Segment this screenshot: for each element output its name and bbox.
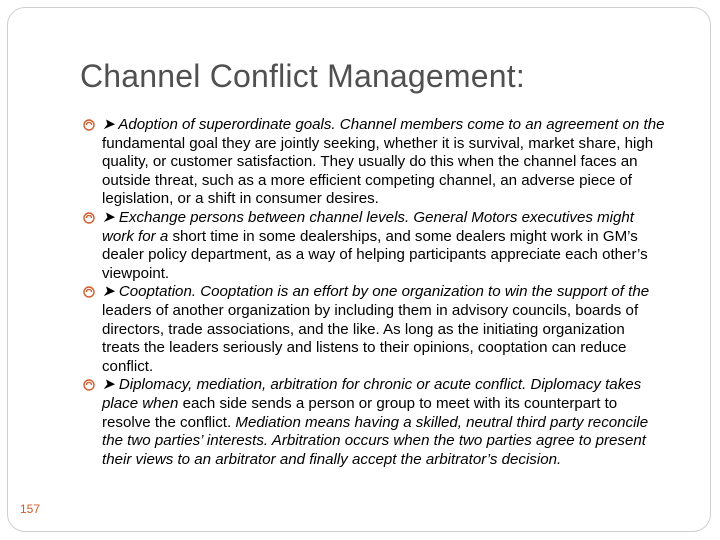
bullet-item [80, 209, 665, 283]
bullet-text: leaders of another organization by including them in advisory councils, boards of directors, trade associations, and the like. As long as the initiating organization treats the leaders seriously and listens to their opinions, cooptation can reduce conflict. [102, 301, 639, 375]
circle-bullet-icon [82, 285, 96, 299]
bullet-italic-text: ➤ Exchange persons between channel levels. General Motors executives might work for a [102, 208, 634, 245]
bullet-italic-text: ➤ Diplomacy, mediation, arbitration for chronic or acute conflict. Diplomacy takes place when [102, 376, 642, 412]
page-number: 157 [19, 502, 41, 516]
bullet-item [80, 376, 665, 469]
circle-bullet-icon [82, 378, 96, 392]
slide-title: Channel Conflict Management: [80, 58, 525, 94]
bullet-item [80, 116, 665, 209]
bullet-italic-text: ➤ Adoption of superordinate goals. Channel members come to an agreement on the [102, 116, 665, 133]
bullet-text: each side sends a person or group to meet with its counterpart to resolve the conflict. [102, 394, 618, 431]
circle-bullet-icon [82, 211, 96, 225]
bullet-text: fundamental goal they are jointly seeking, whether it is survival, market share, high quality, or customer satisfaction. They usually do this when the channel faces an outside threat, such as a more efficient competing channel, an adverse piece of legislation, or a shift in consumer desires. [102, 134, 654, 208]
bullet-item [80, 283, 665, 376]
bullet-list [80, 116, 665, 469]
bullet-italic-text-2: Mediation means having a skilled, neutral third party reconcile the two parties’ interests. Arbitration occurs when the two parties agree to present their views to an arbitrator and finally accept the arbitrator’s decision. [102, 413, 649, 468]
circle-bullet-icon [82, 118, 96, 132]
bullet-text: short time in some dealerships, and some dealers might work in GM’s dealer policy department, as a way of helping participants appreciate each other’s viewpoint. [102, 227, 648, 282]
bullet-italic-text: ➤ Cooptation. Cooptation is an effort by one organization to win the support of the [102, 283, 650, 301]
